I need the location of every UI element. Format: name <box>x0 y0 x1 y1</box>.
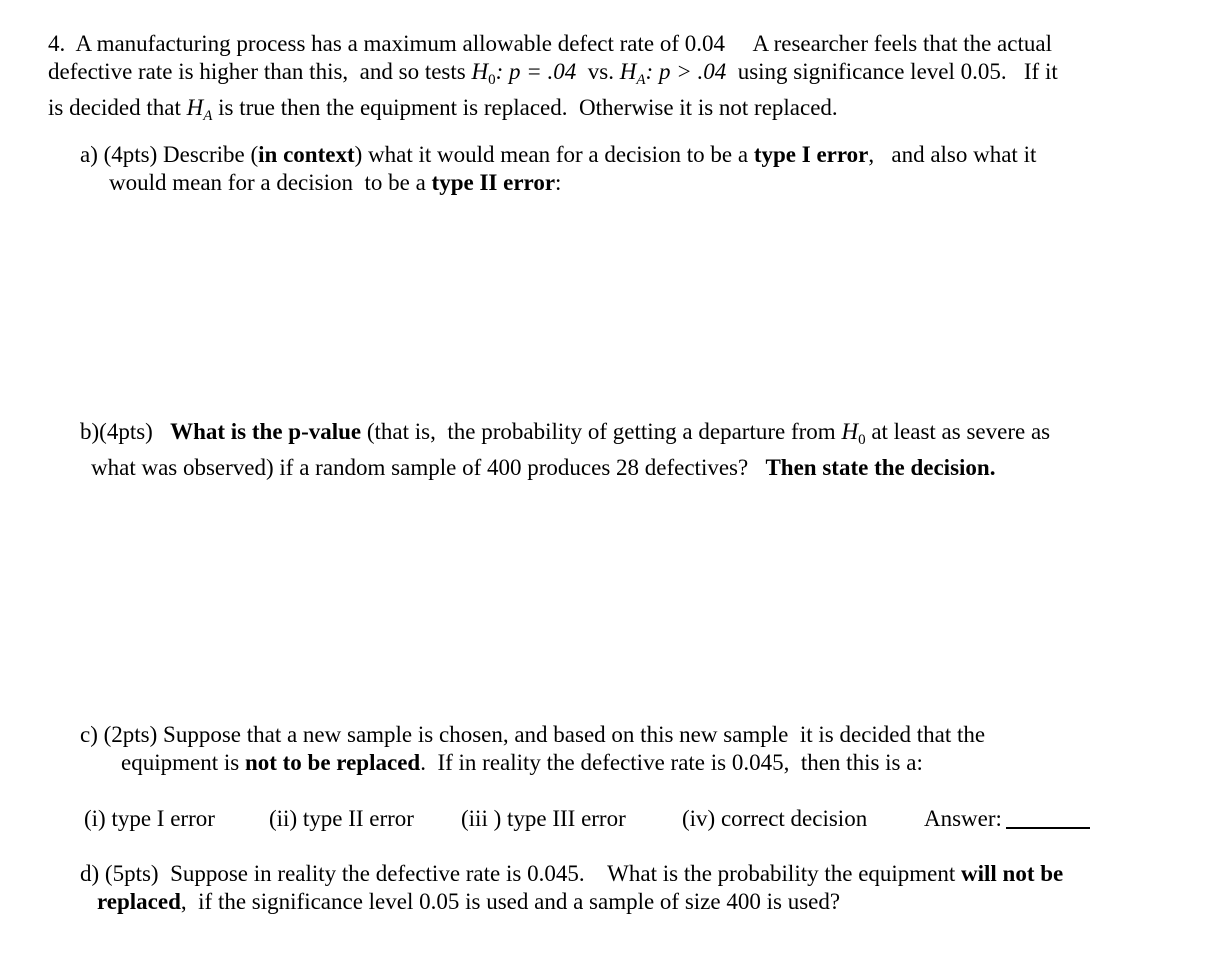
choice-correct-decision: (iv) correct decision <box>682 806 868 831</box>
part-d-bold-replaced: replaced <box>97 889 181 914</box>
q4-line-2-text-a: defective rate is higher than this, and so tests <box>48 59 472 84</box>
question-4-stem <box>48 30 1058 130</box>
part-a-text-5: : <box>555 170 562 195</box>
part-d-bold-will-not-be: will not be <box>961 861 1064 886</box>
part-b-null-symbol: H <box>841 419 859 444</box>
part-a-line-2 <box>80 169 1036 197</box>
alternative-hypothesis-symbol: H <box>619 59 637 84</box>
part-d-text-2: , if the significance level 0.05 is used and a sample of size 400 is used? <box>180 889 841 914</box>
null-hypothesis-subscript: 0 <box>488 72 496 88</box>
part-b-text-1: b)(4pts) <box>80 419 171 444</box>
choice-type-1-error: (i) type I error <box>84 806 215 831</box>
null-hypothesis-statement: : p = .04 <box>495 59 577 84</box>
part-b-line-1 <box>80 418 1050 454</box>
q4-line-3-text-a: is decided that <box>48 95 187 120</box>
alternative-hypothesis-ref <box>186 95 213 124</box>
part-d-text-1: d) (5pts) Suppose in reality the defective rate is 0.045. What is the probability the equipment <box>80 861 962 886</box>
part-a-text-2: ) what it would mean for a decision to be a <box>354 142 754 167</box>
part-c-choices <box>84 805 1090 833</box>
answer-label: Answer: <box>924 806 1002 831</box>
part-a-text-4: would mean for a decision to be a <box>109 170 432 195</box>
alternative-hypothesis-statement: : p > .04 <box>645 59 727 84</box>
part-a-bold-type-2: type II error <box>431 170 556 195</box>
part-b-null-subscript: 0 <box>858 432 866 448</box>
part-c-text-2: . If in reality the defective rate is 0.045, then this is a: <box>420 750 923 775</box>
part-b-text-2: (that is, the probability of getting a departure from <box>361 419 842 444</box>
part-a-bold-in-context: in context <box>258 142 355 167</box>
answer-blank[interactable] <box>1006 807 1090 829</box>
q4-line-1: 4. A manufacturing process has a maximum allowable defect rate of 0.04 A researcher feels that the actual <box>48 31 1052 56</box>
q4-line-3-text-b: is true then the equipment is replaced. Otherwise it is not replaced. <box>212 95 838 120</box>
part-b-null-hypothesis <box>841 419 866 448</box>
part-a-bold-type-1: type I error <box>753 142 869 167</box>
q4-line-2-text-b: using significance level 0.05. If it <box>726 59 1058 84</box>
part-a-line-1 <box>80 141 1036 169</box>
part-b-bold-p-value: What is the p-value <box>170 419 362 444</box>
part-c-line-2 <box>80 749 985 777</box>
q4-line-2 <box>48 58 1058 94</box>
alternative-hypothesis-ref-subscript: A <box>203 108 213 124</box>
alternative-hypothesis-ref-symbol: H <box>186 95 204 120</box>
null-hypothesis <box>471 59 577 88</box>
part-b-text-4: what was observed) if a random sample of 400 produces 28 defectives? <box>91 455 766 480</box>
part-b-line-2 <box>80 454 1050 482</box>
part-b-bold-decision: Then state the decision. <box>765 455 996 480</box>
part-d-line-2 <box>80 888 1063 916</box>
q4-vs-text: vs. <box>576 59 620 84</box>
part-b <box>80 418 1050 482</box>
choice-type-2-error: (ii) type II error <box>269 806 414 831</box>
part-a <box>80 141 1036 197</box>
alternative-hypothesis-subscript: A <box>636 72 646 88</box>
part-c-text-1: equipment is <box>121 750 245 775</box>
part-c-bold-not-replaced: not to be replaced <box>244 750 421 775</box>
null-hypothesis-symbol: H <box>471 59 489 84</box>
q4-line-3 <box>48 94 1058 130</box>
part-c-line-1: c) (2pts) Suppose that a new sample is chosen, and based on this new sample it is decided that the <box>80 722 986 747</box>
part-d-line-1 <box>80 860 1063 888</box>
part-b-text-3: at least as severe as <box>865 419 1051 444</box>
part-a-text-1: a) (4pts) Describe ( <box>80 142 259 167</box>
choice-type-3-error: (iii ) type III error <box>461 806 626 831</box>
alternative-hypothesis <box>619 59 727 88</box>
part-a-text-3: , and also what it <box>868 142 1037 167</box>
part-d <box>80 860 1063 916</box>
part-c <box>80 721 985 777</box>
